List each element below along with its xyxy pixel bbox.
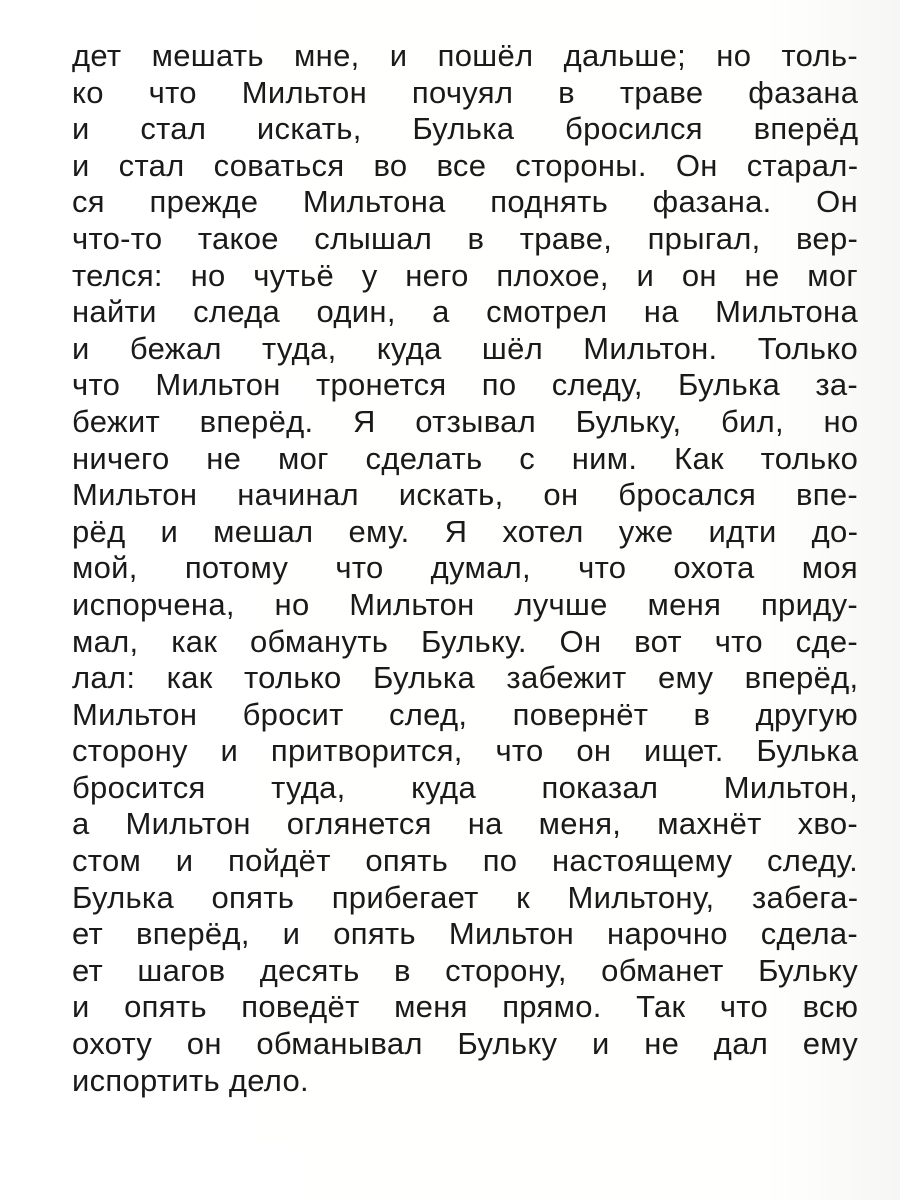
text-line: и стал искать, Булька бросился вперёд	[72, 111, 859, 147]
text-line: ет вперёд, и опять Мильтон нарочно сдела-	[72, 916, 858, 952]
text-line: мал, как обмануть Бульку. Он вот что сде-	[72, 623, 858, 659]
text-line: а Мильтон оглянется на меня, махнёт хво-	[72, 806, 858, 842]
text-line: ся прежде Мильтона поднять фазана. Он	[72, 184, 858, 220]
text-line: стом и пойдёт опять по настоящему следу.	[72, 843, 858, 879]
text-line: сторону и притворится, что он ищет. Булька	[72, 733, 859, 769]
text-line: испорчена, но Мильтон лучше меня приду-	[72, 586, 858, 622]
text-line: дет мешать мне, и пошёл дальше; но толь-	[72, 38, 858, 73]
text-line: что Мильтон тронется по следу, Булька за-	[72, 367, 858, 403]
text-line: ко что Мильтон почуял в траве фазана	[72, 74, 859, 110]
text-line: бежит вперёд. Я отзывал Бульку, бил, но	[72, 403, 859, 439]
text-line: и стал соваться во все стороны. Он старал-	[72, 147, 859, 183]
text-line: и опять поведёт меня прямо. Так что всю	[72, 989, 859, 1025]
text-line: что-то такое слышал в траве, прыгал, вер-	[72, 220, 859, 256]
text-line: Мильтон начинал искать, он бросался впе-	[72, 477, 858, 513]
text-line: рёд и мешал ему. Я хотел уже идти до-	[72, 513, 859, 549]
text-line: Мильтон бросит след, повернёт в другую	[72, 696, 858, 732]
text-line: найти следа один, а смотрел на Мильтона	[72, 294, 858, 330]
text-line: мой, потому что думал, что охота моя	[72, 550, 858, 586]
text-line: лал: как только Булька забежит ему вперёд,	[72, 660, 859, 696]
text-line: телся: но чутьё у него плохое, и он не мог	[72, 257, 858, 293]
text-line: и бежал туда, куда шёл Мильтон. Только	[72, 330, 858, 366]
text-line: ет шагов десять в сторону, обманет Бульку	[72, 952, 858, 988]
text-line: бросится туда, куда показал Мильтон,	[72, 769, 858, 805]
text-line: Булька опять прибегает к Мильтону, забега-	[72, 879, 859, 915]
text-line-last: испортить дело.	[72, 1062, 309, 1098]
text-line: охоту он обманывал Бульку и не дал ему	[72, 1026, 859, 1062]
story-text	[72, 38, 858, 1099]
text-line: ничего не мог сделать с ним. Как только	[72, 440, 859, 476]
